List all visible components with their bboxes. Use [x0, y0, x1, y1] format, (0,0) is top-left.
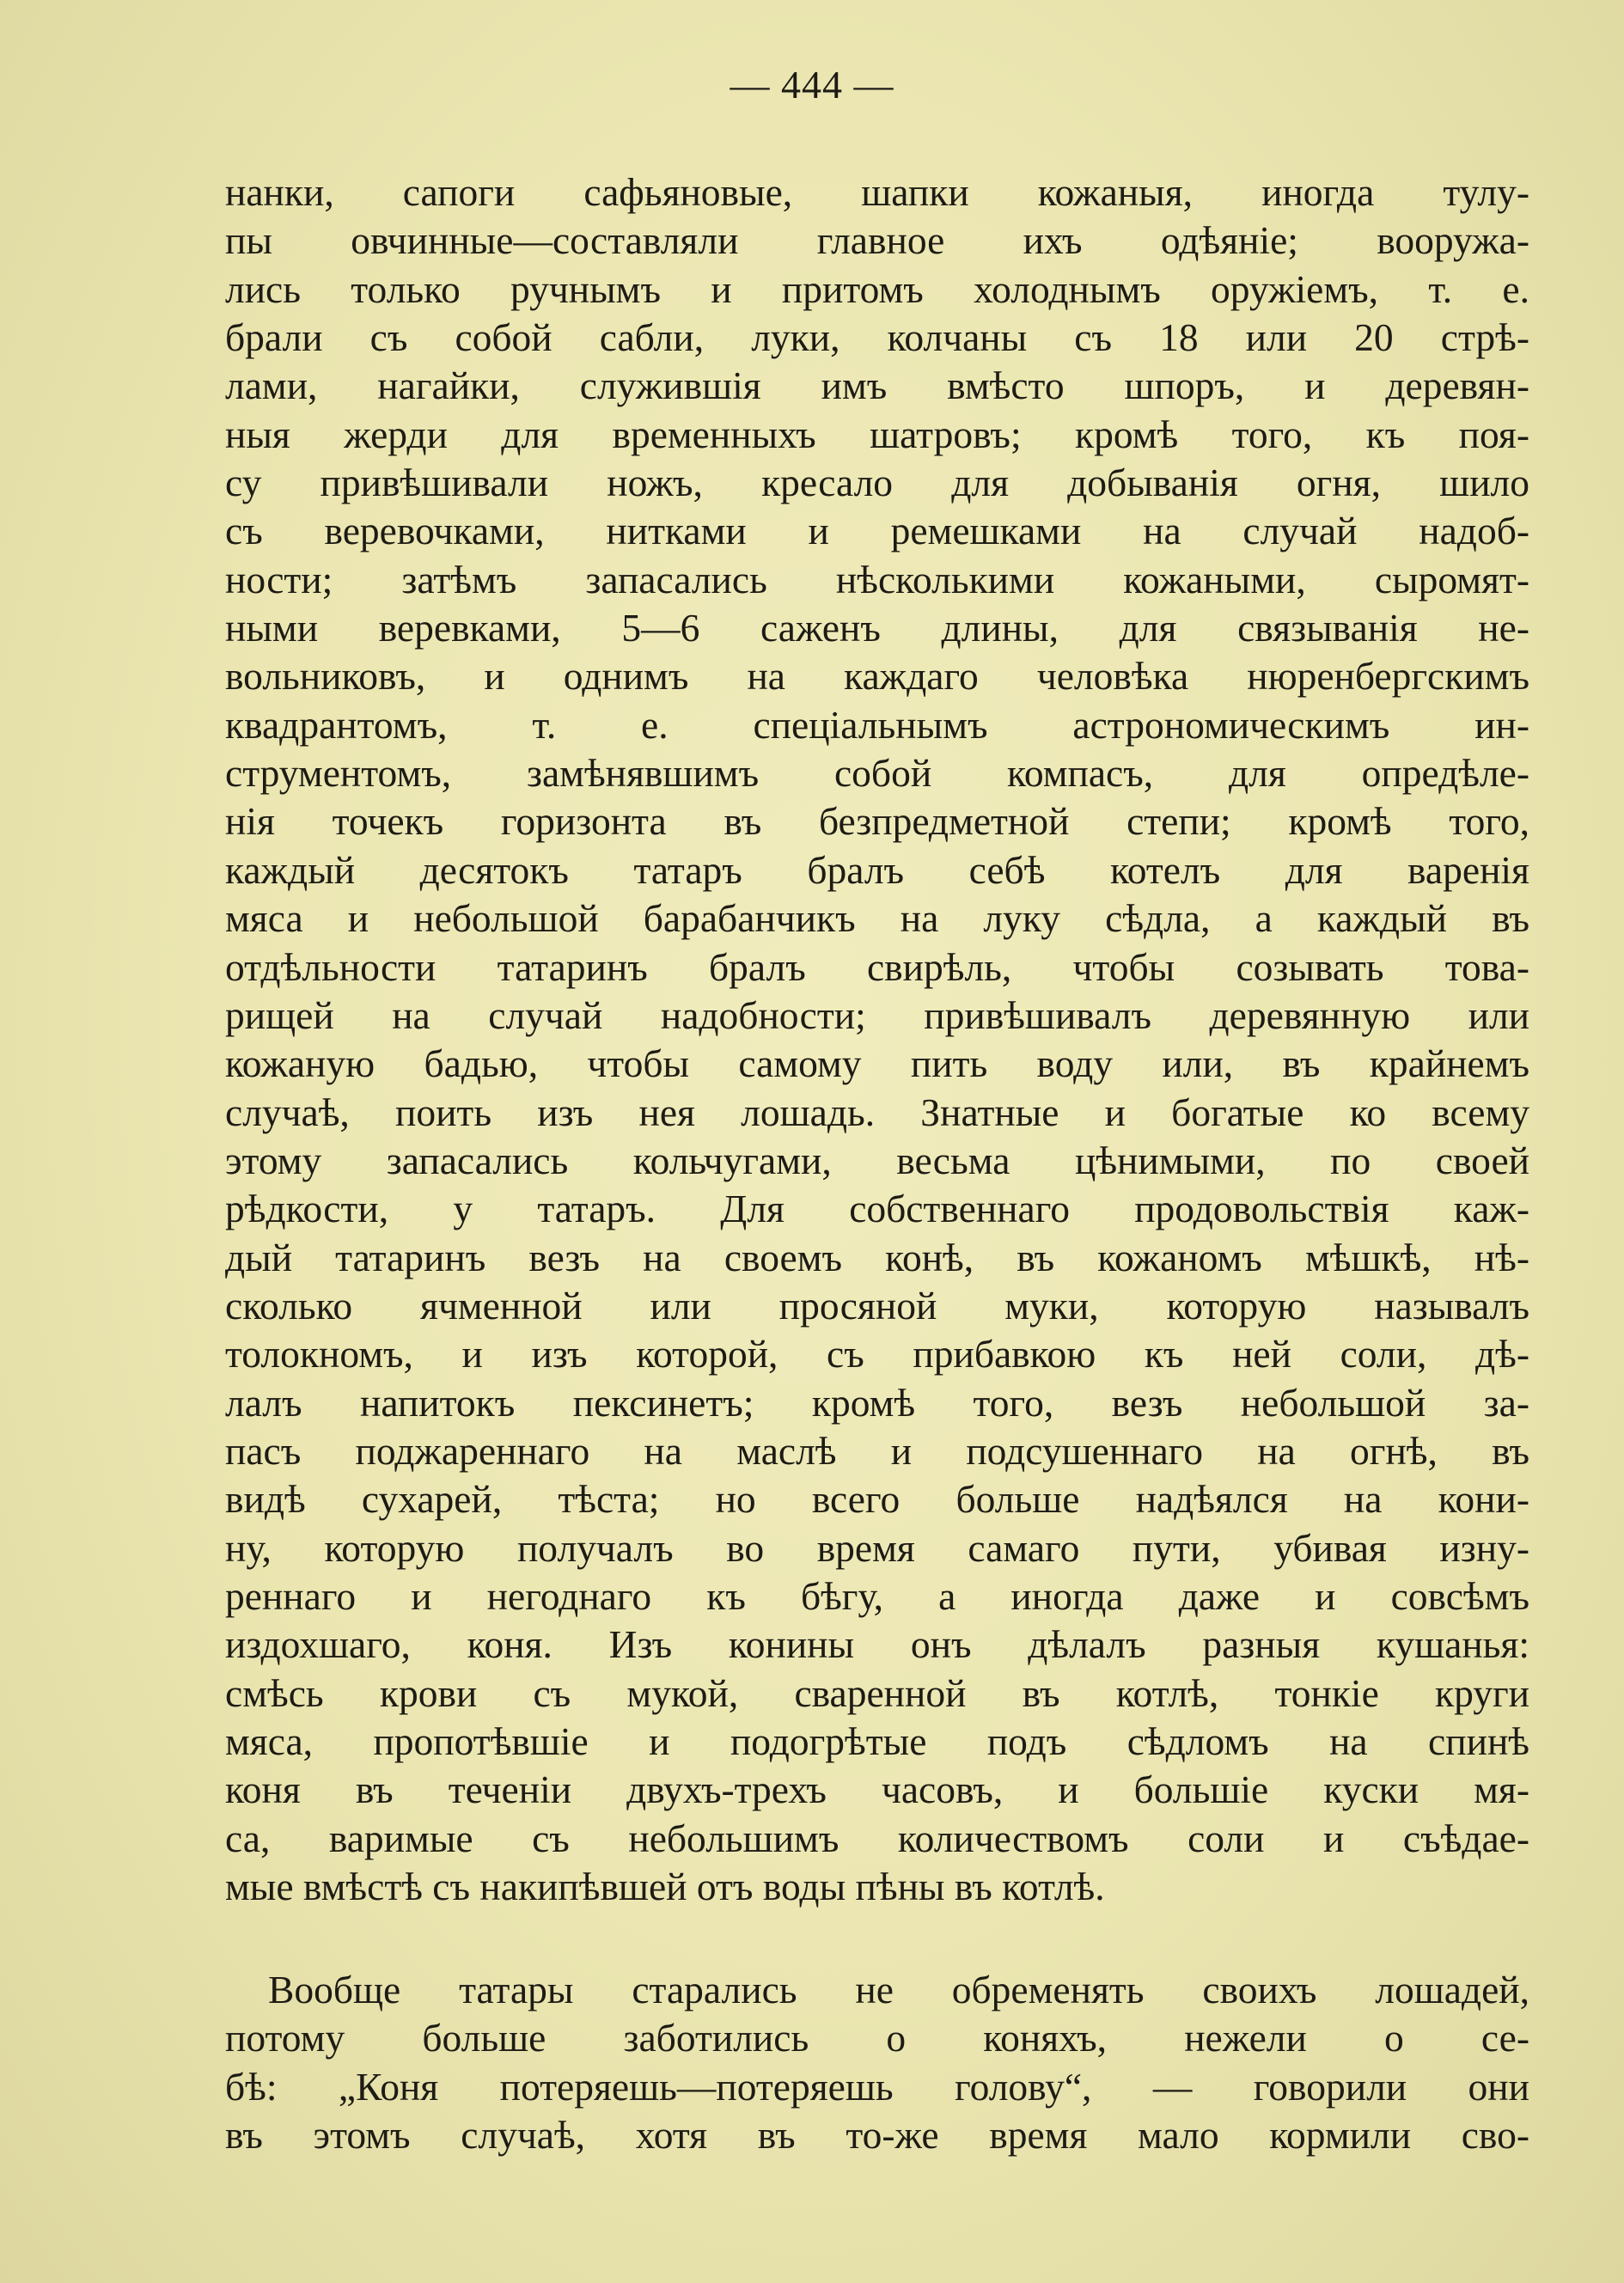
text-line: въ этомъ случаѣ, хотя въ то-же время мало кормили сво- — [225, 2113, 1529, 2158]
text-line: Вообще татары старались не обременять своихъ лошадей, — [268, 1968, 1529, 2011]
text-line: пасъ поджареннаго на маслѣ и подсушеннаго на огнѣ, въ — [225, 1428, 1529, 1473]
text-line: издохшаго, коня. Изъ конины онъ дѣлалъ разныя кушанья: — [225, 1622, 1529, 1667]
text-line: толокномъ, и изъ которой, съ прибавкою къ ней соли, дѣ- — [225, 1332, 1529, 1377]
page-number: — 444 — — [730, 63, 894, 107]
text-line: ными веревками, 5—6 саженъ длины, для связыванія не- — [225, 606, 1529, 650]
text-line: мые вмѣстѣ съ накипѣвшей отъ воды пѣны въ котлѣ. — [225, 1865, 1105, 1909]
text-line: смѣсь крови съ мукой, сваренной въ котлѣ, тонкіе круги — [225, 1670, 1529, 1715]
text-line: дый татаринъ везъ на своемъ конѣ, въ кожаномъ мѣшкѣ, нѣ- — [225, 1235, 1529, 1279]
text-line: съ веревочками, нитками и ремешками на случай надоб- — [225, 509, 1529, 553]
text-line: рѣдкости, у татаръ. Для собственнаго продовольствія каж- — [225, 1187, 1529, 1231]
text-line: лись только ручнымъ и притомъ холоднымъ оружіемъ, т. е. — [225, 266, 1529, 311]
text-line: бѣ: „Коня потеряешь—потеряешь голову“, — говорили они — [225, 2064, 1529, 2109]
text-line: кожаную бадью, чтобы самому пить воду или, въ крайнемъ — [225, 1041, 1529, 1086]
text-line: сколько ячменной или просяной муки, которую называлъ — [225, 1283, 1529, 1328]
text-line: каждый десятокъ татаръ бралъ себѣ котелъ для варенія — [225, 847, 1529, 892]
paragraph-2 — [225, 1966, 1529, 2159]
text-line: мяса, пропотѣвшіе и подогрѣтые подъ сѣдломъ на спинѣ — [225, 1719, 1529, 1763]
text-line: пы овчинные—составляли главное ихъ одѣяніе; вооружа- — [225, 218, 1529, 263]
text-line: ну, которую получалъ во время самаго пути, убивая изну- — [225, 1525, 1529, 1570]
text-line: су привѣшивали ножъ, кресало для добыванія огня, шило — [225, 461, 1529, 505]
text-line: ности; затѣмъ запасались нѣсколькими кожаными, сыромят- — [225, 557, 1529, 601]
text-line: квадрантомъ, т. е. спеціальнымъ астрономическимъ ин- — [225, 702, 1529, 747]
text-line: лалъ напитокъ пексинетъ; кромѣ того, везъ небольшой за- — [225, 1380, 1529, 1425]
text-line: са, варимые съ небольшимъ количествомъ соли и съѣдае- — [225, 1816, 1529, 1860]
text-line: брали съ собой сабли, луки, колчаны съ 18 или 20 стрѣ- — [225, 315, 1529, 360]
text-line: струментомъ, замѣнявшимъ собой компасъ, для опредѣле- — [225, 751, 1529, 796]
text-line: нія точекъ горизонта въ безпредметной степи; кромѣ того, — [225, 799, 1529, 844]
paragraph-1 — [225, 168, 1529, 1911]
text-line: этому запасались кольчугами, весьма цѣнимыми, по своей — [225, 1138, 1529, 1182]
text-line: вольниковъ, и однимъ на каждаго человѣка нюренбергскимъ — [225, 654, 1529, 699]
text-line: видѣ сухарей, тѣста; но всего больше надѣялся на кони- — [225, 1477, 1529, 1522]
text-line: случаѣ, поить изъ нея лошадь. Знатные и богатые ко всему — [225, 1090, 1529, 1134]
text-line: рищей на случай надобности; привѣшивалъ деревянную или — [225, 992, 1529, 1037]
text-line: коня въ теченіи двухъ-трехъ часовъ, и большіе куски мя- — [225, 1767, 1529, 1812]
text-line: лами, нагайки, служившія имъ вмѣсто шпоръ, и деревян- — [225, 363, 1529, 408]
text-line: реннаго и негоднаго къ бѣгу, а иногда даже и совсѣмъ — [225, 1573, 1529, 1618]
text-line: нанки, сапоги сафьяновые, шапки кожаныя, иногда тулу- — [225, 170, 1529, 214]
text-line: мяса и небольшой барабанчикъ на луку сѣдла, а каждый въ — [225, 896, 1529, 941]
text-line: ныя жерди для временныхъ шатровъ; кромѣ того, къ поя- — [225, 412, 1529, 456]
text-line: потому больше заботились о коняхъ, нежели о се- — [225, 2016, 1529, 2060]
text-line: отдѣльности татаринъ бралъ свирѣль, чтобы созывать това- — [225, 944, 1529, 989]
